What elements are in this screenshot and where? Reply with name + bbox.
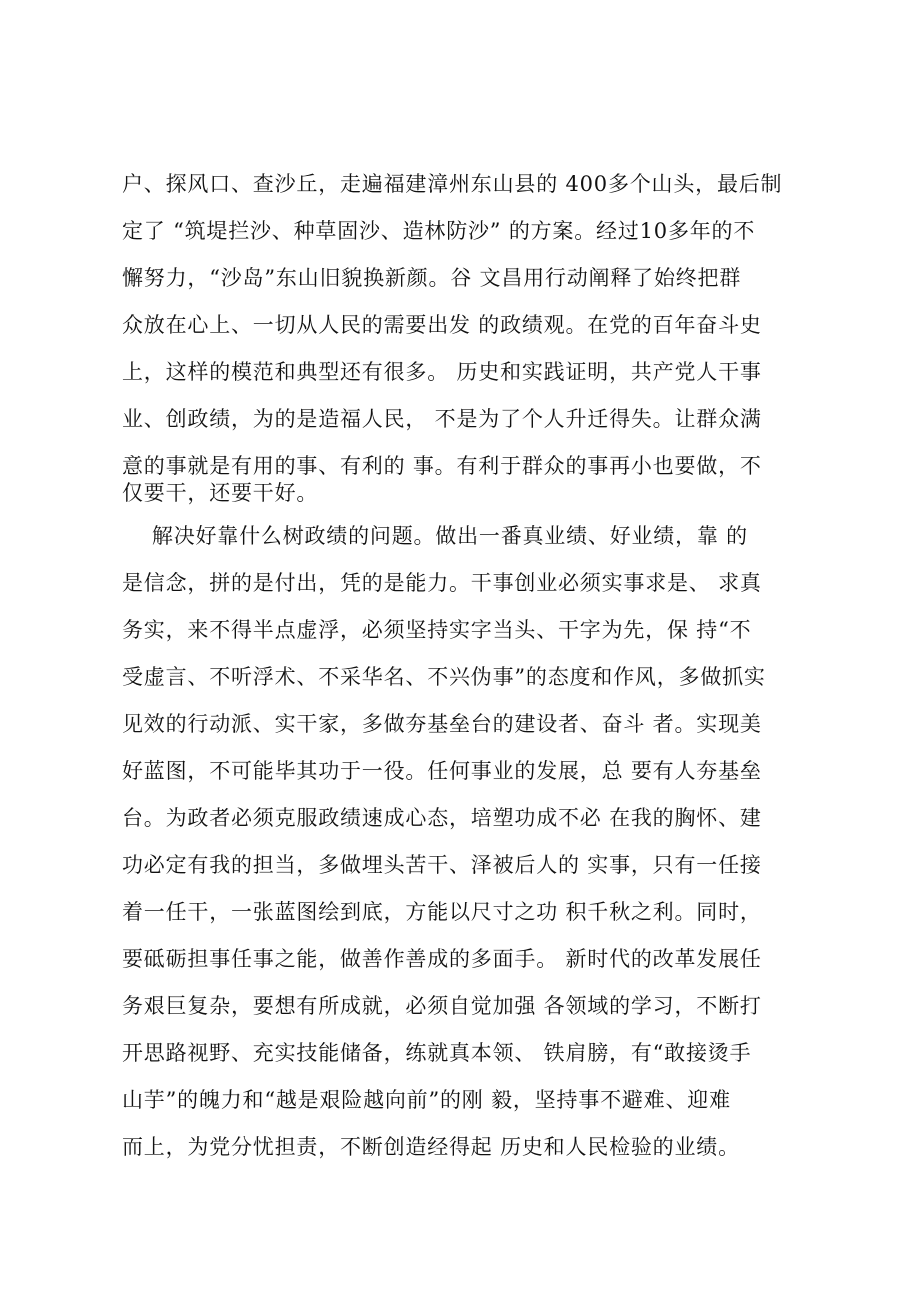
text-line: 台。为政者必须克服政绩速成心态，培塑功成不必 在我的胸怀、建 (122, 806, 762, 830)
text-line: 见效的行动派、实干家，多做夯基垒台的建设者、奋斗 者。实现美 (122, 712, 762, 736)
text-line: 业、创政绩，为的是造福人民， 不是为了个人升迁得失。让群众满 (122, 407, 762, 431)
text-line: 务实，来不得半点虚浮，必须坚持实字当头、干字为先，保 持“不 (122, 618, 752, 642)
text-line: 受虚言、不听浮术、不采华名、不兴伪事”的态度和作风，多做抓实 (122, 665, 766, 689)
text-line: 而上，为党分忧担责，不断创造经得起 历史和人民检验的业绩。 (122, 1135, 740, 1159)
text-line: 着一任干，一张蓝图绘到底，方能以尺寸之功 积千秋之利。同时， (122, 900, 762, 924)
text-line: 务艰巨复杂，要想有所成就，必须自觉加强 各领域的学习，不断打 (122, 994, 762, 1018)
text-line: 解决好靠什么树政绩的问题。做出一番真业绩、好业绩，靠 的 (122, 524, 748, 548)
text-line: 山芋”的魄力和“越是艰险越向前”的刚 毅，坚持事不避难、迎难 (122, 1088, 731, 1112)
text-line: 好蓝图，不可能毕其功于一役。任何事业的发展，总 要有人夯基垒 (122, 759, 762, 783)
text-line: 要砥砺担事任事之能，做善作善成的多面手。 新时代的改革发展任 (122, 947, 762, 971)
text-line: 开思路视野、充实技能储备，练就真本领、 铁肩膀，有“敢接烫手 (122, 1041, 752, 1065)
text-line: 上，这样的模范和典型还有很多。 历史和实践证明，共产党人干事 (122, 360, 762, 384)
text-line: 意的事就是有用的事、有利的 事。有利于群众的事再小也要做，不 (122, 454, 762, 478)
text-line: 功必定有我的担当，多做埋头苦干、泽被后人的 实事，只有一任接 (122, 853, 762, 877)
text-line: 定了 “筑堤拦沙、种草固沙、造林防沙” 的方案。经过10多年的不 (122, 219, 756, 243)
text-line: 懈努力，“沙岛”东山旧貌换新颜。谷 文昌用行动阐释了始终把群 (122, 266, 742, 290)
text-line: 仅要干，还要干好。 (122, 481, 319, 505)
text-line: 是信念，拼的是付出，凭的是能力。干事创业必须实事求是、 求真 (122, 571, 762, 595)
text-line: 众放在心上、一切从人民的需要出发 的政绩观。在党的百年奋斗史 (122, 313, 762, 337)
text-line: 户、探风口、查沙丘，走遍福建漳州东山县的 400多个山头，最后制 (122, 172, 783, 196)
